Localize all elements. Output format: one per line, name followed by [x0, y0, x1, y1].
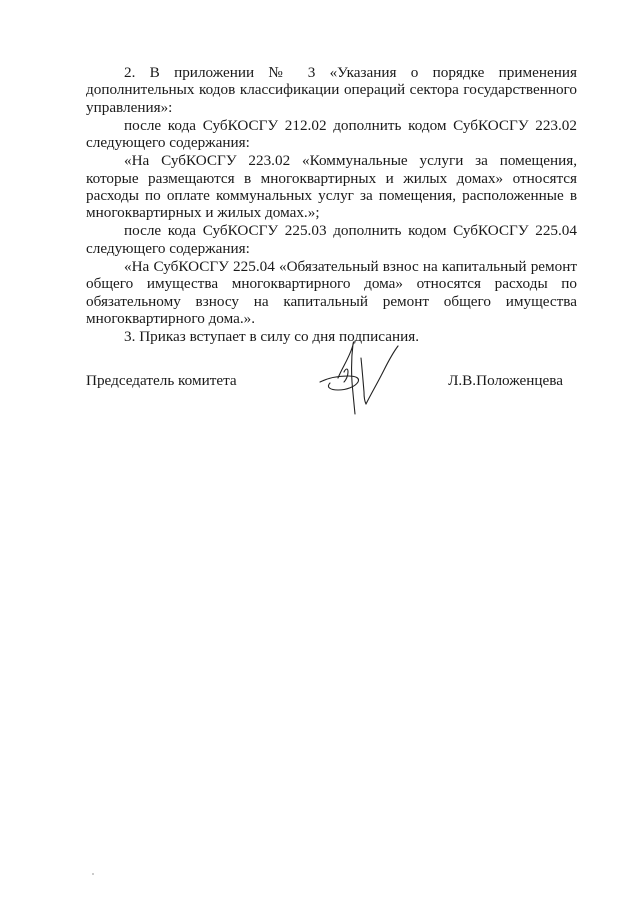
paragraph-item-3: 3. Приказ вступает в силу со дня подписания. — [124, 328, 420, 346]
document-body — [86, 64, 577, 345]
handwritten-signature — [308, 338, 418, 418]
paragraph-insert-225-04: после кода СубКОСГУ 225.03 дополнить кодом СубКОСГУ 225.04 следующего содержания: — [86, 222, 577, 257]
paragraph-content-223-02: «На СубКОСГУ 223.02 «Коммунальные услуги за помещения, которые размещаются в многоквартирных и жилых домах» относятся расходы по оплате коммунальных услуг за помещения, расположенные в многоквартирных и жилых домах.»; — [86, 152, 577, 222]
paragraph-item-2: 2. В приложении № 3 «Указания о порядке применения дополнительных кодов классификации операций сектора государственного управления»: — [86, 64, 577, 116]
signature-block — [86, 372, 577, 422]
signatory-name: Л.В.Положенцева — [448, 372, 563, 389]
signatory-position: Председатель комитета — [86, 372, 237, 389]
paragraph-content-225-04: «На СубКОСГУ 225.04 «Обязательный взнос на капитальный ремонт общего имущества многоквартирного дома» относятся расходы по обязательному взносу на капитальный ремонт общего имущества многоквартирного дома.». — [86, 257, 577, 328]
scan-speck — [92, 873, 94, 875]
paragraph-insert-223-02: после кода СубКОСГУ 212.02 дополнить кодом СубКОСГУ 223.02 следующего содержания: — [86, 116, 577, 152]
